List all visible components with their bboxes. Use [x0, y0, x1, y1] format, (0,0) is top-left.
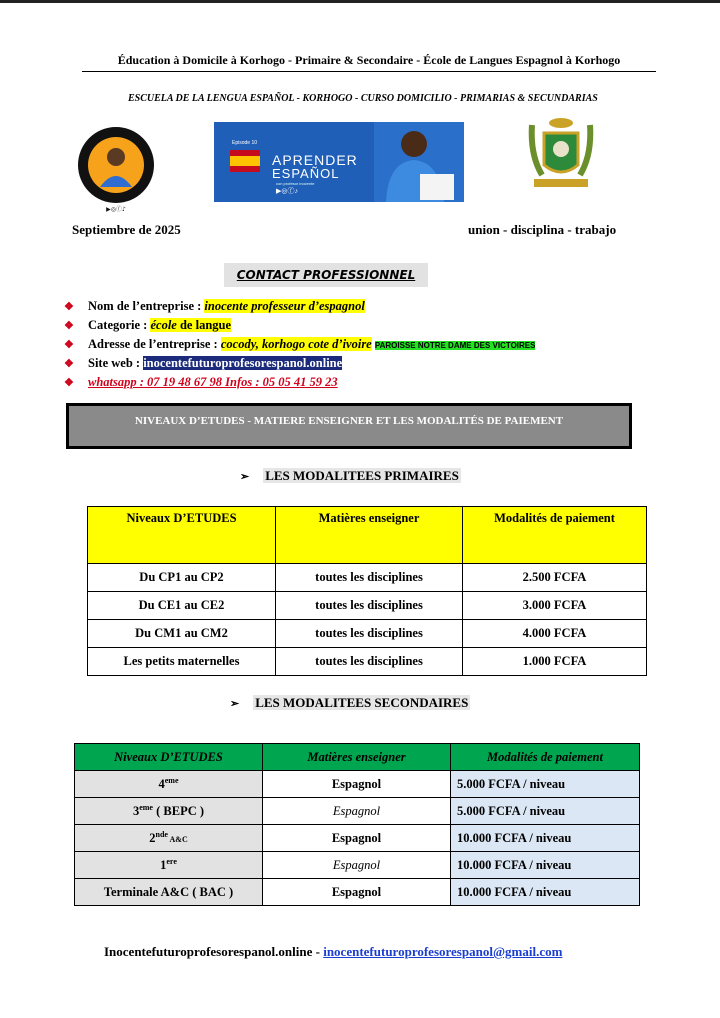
level-cell: 2nde A&C — [75, 825, 263, 852]
contact-company: ❖ Nom de l’entreprise : inocente professeur d’espagnol — [64, 297, 535, 316]
banner-tagline: con profesor inocente — [276, 181, 315, 186]
contact-section-title: CONTACT PROFESSIONNEL — [224, 263, 428, 287]
table-row — [75, 798, 640, 825]
address-value: cocody, korhogo cote d’ivoire — [220, 337, 372, 351]
price-cell: 10.000 FCFA / niveau — [451, 852, 640, 879]
subject-cell: toutes les disciplines — [276, 620, 463, 648]
footer-site[interactable]: Inocentefuturoprofesorespanol.online — [104, 944, 313, 959]
page-header-subtitle: ESCUELA DE LA LENGUA ESPAÑOL - KORHOGO - CURSO DOMICILIO - PRIMARIAS & SECUNDARIAS — [128, 93, 598, 104]
coat-of-arms — [524, 115, 598, 199]
column-header: Matières enseigner — [263, 744, 451, 771]
website-link[interactable]: inocentefuturoprofesorespanol.online — [143, 356, 343, 370]
price-cell: 10.000 FCFA / niveau — [451, 825, 640, 852]
footer-email-link[interactable]: inocentefuturoprofesorespanol@gmail.com — [323, 944, 563, 959]
contact-website: ❖ Site web : inocentefuturoprofesorespanol.online — [64, 354, 535, 373]
column-header: Matières enseigner — [276, 507, 463, 564]
company-name: inocente professeur d’espagnol — [204, 299, 365, 313]
diamond-bullet-icon: ❖ — [64, 339, 74, 351]
price-cell: 4.000 FCFA — [463, 620, 647, 648]
column-header: Modalités de paiement — [451, 744, 640, 771]
table-row — [75, 825, 640, 852]
table-row — [88, 648, 647, 676]
table-row — [75, 771, 640, 798]
arrow-bullet-icon: ➢ — [240, 471, 250, 483]
banner-line1: APRENDER — [272, 152, 358, 168]
banner-episode: Episode 10 — [232, 140, 258, 146]
level-cell: Les petits maternelles — [88, 648, 276, 676]
school-logo — [74, 125, 158, 217]
svg-text:▶◎ⓕ♪: ▶◎ⓕ♪ — [106, 206, 126, 213]
column-header: Modalités de paiement — [463, 507, 647, 564]
whatsapp-phone[interactable]: whatsapp : 07 19 48 67 98 Infos : 05 05 41 59 23 — [88, 375, 338, 389]
diamond-bullet-icon: ❖ — [64, 358, 74, 370]
primary-section-title: ➢ LES MODALITEES PRIMAIRES — [240, 468, 459, 483]
subject-cell: Espagnol — [263, 798, 451, 825]
footer: Inocentefuturoprofesorespanol.online - inocentefuturoprofesorespanol@gmail.com — [104, 944, 563, 959]
secondary-table — [74, 743, 640, 906]
top-border — [0, 0, 720, 3]
diamond-bullet-icon: ❖ — [64, 320, 74, 332]
price-cell: 2.500 FCFA — [463, 564, 647, 592]
level-cell: Terminale A&C ( BAC ) — [75, 879, 263, 906]
level-cell: Du CE1 au CE2 — [88, 592, 276, 620]
diamond-bullet-icon: ❖ — [64, 377, 74, 389]
category-value: école — [150, 318, 177, 332]
address-note: PAROISSE NOTRE DAME DES VICTOIRES — [374, 341, 536, 350]
level-cell: Du CM1 au CM2 — [88, 620, 276, 648]
banner-social-icons: ▶◎ⓕ♪ — [276, 187, 298, 195]
arrow-bullet-icon: ➢ — [230, 698, 240, 710]
price-cell: 5.000 FCFA / niveau — [451, 771, 640, 798]
subject-cell: Espagnol — [263, 771, 451, 798]
level-cell: 1ere — [75, 852, 263, 879]
document-date: Septiembre de 2025 — [72, 222, 181, 237]
table-header-row — [88, 507, 647, 564]
price-cell: 10.000 FCFA / niveau — [451, 879, 640, 906]
table-row — [88, 620, 647, 648]
teacher-photo — [374, 122, 464, 202]
price-cell: 1.000 FCFA — [463, 648, 647, 676]
table-row — [75, 852, 640, 879]
subject-cell: toutes les disciplines — [276, 648, 463, 676]
price-cell: 3.000 FCFA — [463, 592, 647, 620]
national-motto: union - disciplina - trabajo — [468, 222, 617, 237]
price-cell: 5.000 FCFA / niveau — [451, 798, 640, 825]
levels-banner: NIVEAUX D’ETUDES - MATIERE ENSEIGNER ET LES MODALITÉS DE PAIEMENT — [66, 403, 632, 449]
page-header-title: Éducation à Domicile à Korhogo - Primaire & Secondaire - École de Langues Espagnol à Korhogo — [82, 53, 656, 72]
contact-list — [64, 297, 535, 392]
table-row — [88, 592, 647, 620]
contact-category: ❖ Categorie : école de langue — [64, 316, 535, 335]
contact-whatsapp — [64, 373, 535, 392]
banner-line2: ESPAÑOL — [272, 166, 340, 181]
level-cell: Du CP1 au CP2 — [88, 564, 276, 592]
subject-cell: toutes les disciplines — [276, 564, 463, 592]
level-cell: 4eme — [75, 771, 263, 798]
spain-flag-icon — [230, 150, 260, 172]
level-cell: 3eme ( BEPC ) — [75, 798, 263, 825]
table-header-row — [75, 744, 640, 771]
column-header: Niveaux D’ETUDES — [75, 744, 263, 771]
contact-address: ❖ Adresse de l’entreprise : cocody, korhogo cote d’ivoire PAROISSE NOTRE DAME DES VICTOIRES — [64, 335, 535, 354]
table-row — [75, 879, 640, 906]
subject-cell: Espagnol — [263, 879, 451, 906]
subject-cell: toutes les disciplines — [276, 592, 463, 620]
aprender-espanol-banner — [214, 122, 464, 202]
secondary-section-title: ➢ LES MODALITEES SECONDAIRES — [230, 695, 469, 710]
column-header: Niveaux D’ETUDES — [88, 507, 276, 564]
subject-cell: Espagnol — [263, 852, 451, 879]
primary-table — [87, 506, 647, 676]
diamond-bullet-icon: ❖ — [64, 301, 74, 313]
table-row — [88, 564, 647, 592]
subject-cell: Espagnol — [263, 825, 451, 852]
